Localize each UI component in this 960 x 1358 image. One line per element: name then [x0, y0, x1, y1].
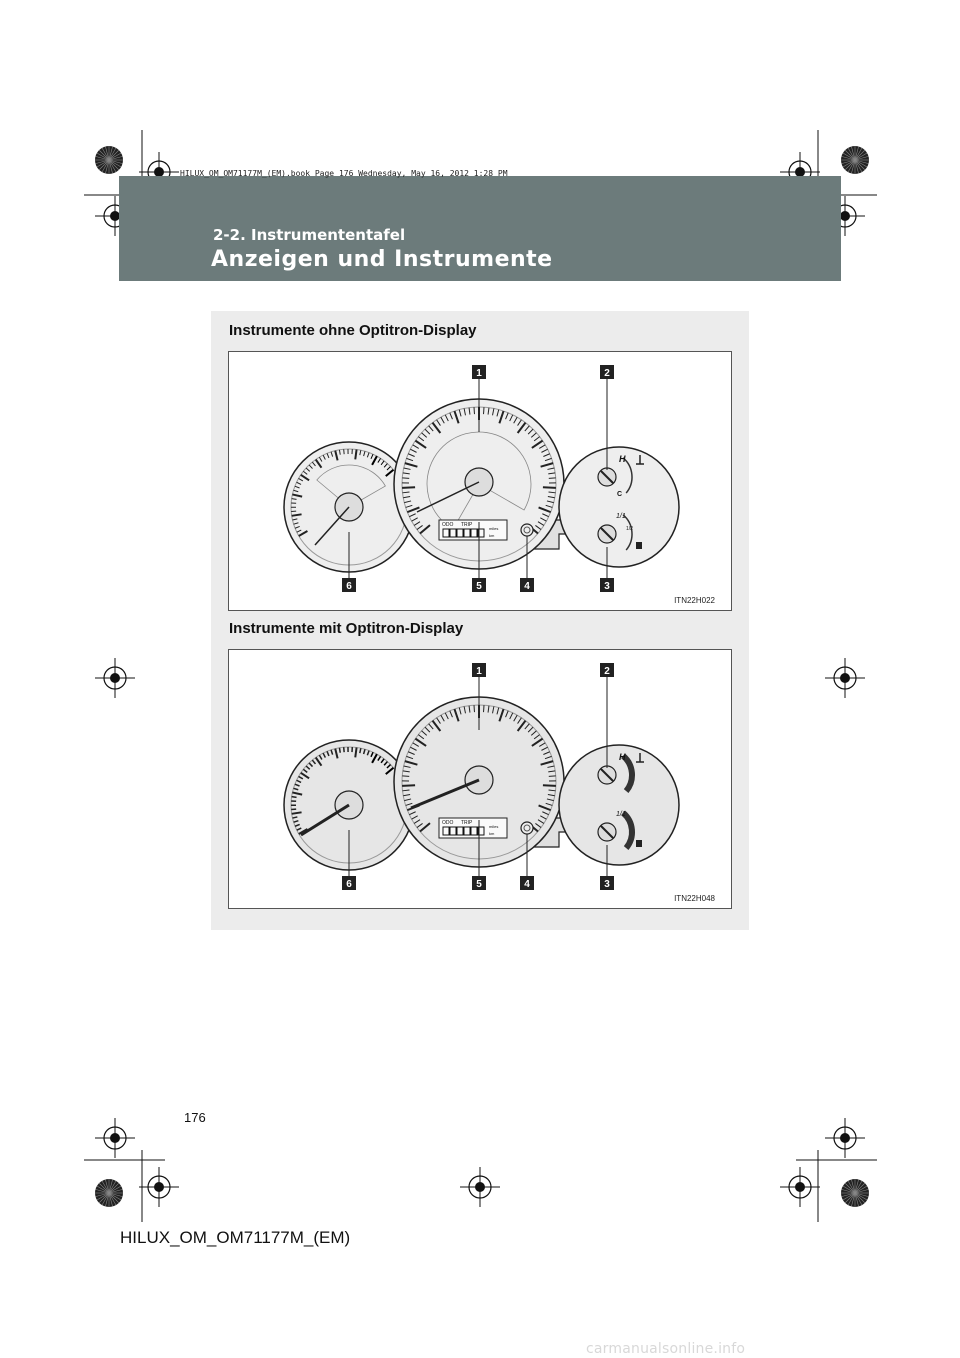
temp-fuel-face — [559, 745, 679, 865]
temp-fuel-gauge — [559, 447, 679, 567]
temp-fuel-face — [559, 447, 679, 567]
registration-cross — [95, 658, 135, 698]
tachometer-tick — [292, 499, 297, 500]
section-label: 2-2. Instrumententafel — [213, 226, 406, 244]
odometer-unit-km: km — [489, 831, 495, 836]
trip-reset-knob — [521, 524, 533, 536]
callout-number: 3 — [604, 879, 610, 890]
odometer-trip-label: TRIP — [461, 820, 473, 826]
instrument-cluster — [284, 365, 679, 592]
registration-star-bottom-left — [95, 1179, 123, 1207]
callout-number: 5 — [476, 879, 482, 890]
odometer-trip-label: TRIP — [461, 522, 473, 528]
figure-1-frame — [228, 351, 732, 611]
page-number: 176 — [184, 1110, 206, 1125]
callout-number: 6 — [346, 879, 352, 890]
callout-number: 2 — [604, 666, 610, 677]
tachometer-tick — [360, 748, 361, 753]
fuel-half-label: 1/2 — [626, 526, 633, 532]
temperature-cold-label: C — [617, 491, 623, 498]
figure-1-code: ITN22H022 — [674, 596, 715, 605]
odometer-unit-km: km — [489, 533, 495, 538]
book-print-line: HILUX_OM_OM71177M_(EM).book Page 176 Wednesday, May 16, 2012 1:28 PM — [180, 169, 508, 178]
callout-number: 4 — [524, 879, 530, 890]
temperature-hot-label: H — [619, 454, 626, 464]
speedometer-tick — [402, 478, 409, 479]
registration-star-top-left — [95, 146, 123, 174]
odometer-odo-label: ODO — [442, 522, 454, 528]
speedometer-tick — [402, 785, 415, 786]
footer-doc-code: HILUX_OM_OM71177M_(EM) — [120, 1228, 351, 1247]
tachometer-tick — [292, 797, 297, 798]
temperature-hot-label: H — [619, 752, 626, 762]
registration-cross — [95, 1118, 135, 1158]
tachometer-tick — [339, 748, 340, 753]
callout-number: 1 — [476, 666, 482, 677]
page-title: Anzeigen und Instrumente — [211, 247, 553, 272]
fuel-full-label: 1/1 — [616, 811, 626, 818]
odometer-display — [439, 520, 507, 540]
callout-number: 4 — [524, 581, 530, 592]
fuel-pump-icon — [636, 542, 642, 549]
callout-number: 2 — [604, 368, 610, 379]
tachometer-tick — [355, 747, 356, 757]
speedometer-tick — [402, 487, 415, 488]
registration-star-top-right — [841, 146, 869, 174]
figure-2-code: ITN22H048 — [674, 894, 715, 903]
callout-number: 1 — [476, 368, 482, 379]
speedometer-tick — [543, 487, 556, 488]
callout-number: 3 — [604, 581, 610, 592]
fuel-pump-icon — [636, 840, 642, 847]
registration-cross — [139, 1167, 179, 1207]
figure-2-frame — [228, 649, 732, 909]
registration-cross — [780, 1167, 820, 1207]
registration-cross — [825, 658, 865, 698]
odometer-display — [439, 818, 507, 838]
speedometer-tick — [543, 785, 556, 786]
figure-1-cluster-illustration — [229, 352, 732, 611]
odometer-unit-miles: miles — [489, 526, 499, 531]
figure-1-caption: Instrumente ohne Optitron-Display — [229, 322, 477, 339]
trip-reset-knob — [521, 822, 533, 834]
callout-number: 5 — [476, 581, 482, 592]
registration-cross — [460, 1167, 500, 1207]
figure-2-cluster-illustration — [229, 650, 732, 909]
speedometer-tick — [549, 478, 556, 479]
odometer-odo-label: ODO — [442, 820, 454, 826]
figure-2-caption: Instrumente mit Optitron-Display — [229, 620, 464, 637]
registration-star-bottom-right — [841, 1179, 869, 1207]
tachometer-tick — [355, 449, 356, 459]
registration-cross — [825, 1118, 865, 1158]
speedometer-tick — [402, 776, 409, 777]
speedometer-tick — [549, 776, 556, 777]
instrument-cluster — [284, 663, 679, 890]
odometer-unit-miles: miles — [489, 824, 499, 829]
footer-watermark-site: carmanualsonline.info — [586, 1341, 746, 1357]
temp-fuel-gauge — [559, 745, 679, 865]
fuel-full-label: 1/1 — [616, 513, 626, 520]
callout-number: 6 — [346, 581, 352, 592]
